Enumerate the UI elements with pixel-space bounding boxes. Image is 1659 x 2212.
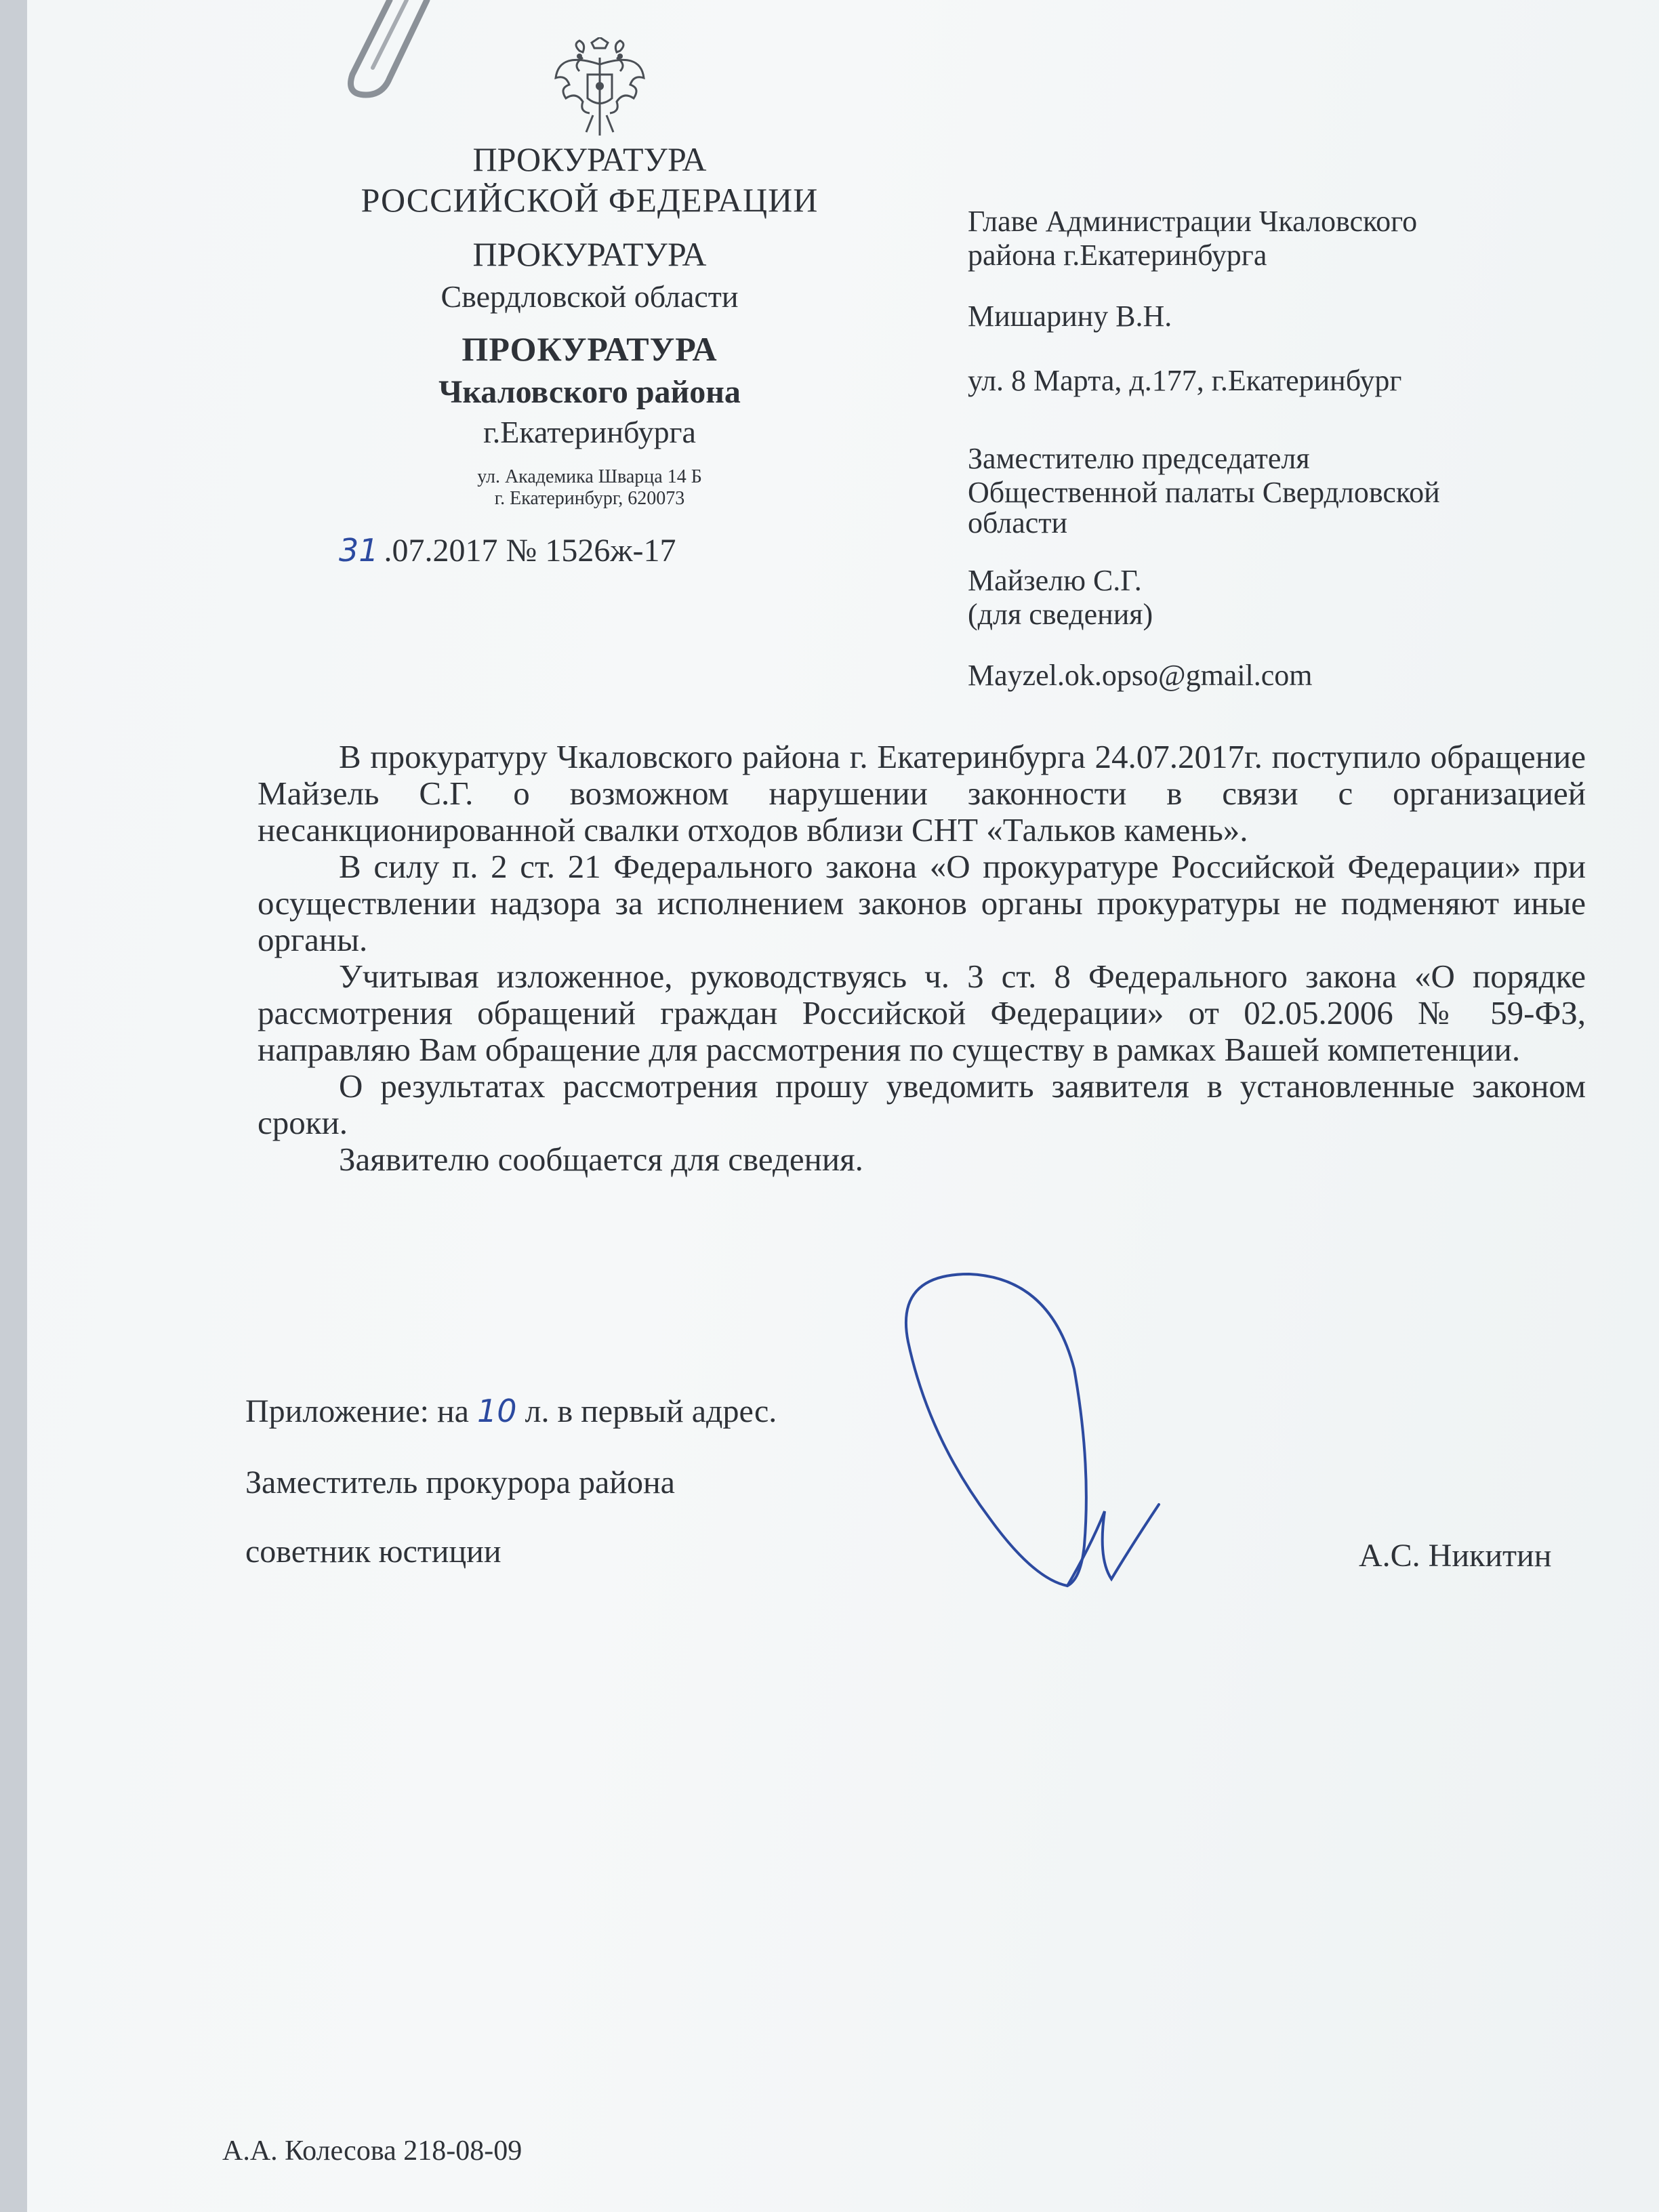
addressee-name: Мишарину В.Н. — [968, 300, 1172, 333]
body-paragraph: Учитывая изложенное, руководствуясь ч. 3 ст. 8 Федерального закона «О порядке рассмотрения обращений граждан Российской Федерации» от 02.05.2006 № 59-ФЗ, направляю Вам обращение для рассмотрения по существу в рамках Вашей компетенции. — [258, 958, 1586, 1068]
header-line: Свердловской области — [441, 279, 739, 314]
document-number-text: .07.2017 № 1526ж-17 — [384, 533, 676, 569]
attachment-suffix: л. в первый адрес. — [525, 1393, 777, 1429]
addressee-line: Заместителю председателя — [968, 442, 1310, 475]
document-page — [27, 0, 1659, 2212]
body-paragraph: Заявителю сообщается для сведения. — [339, 1141, 863, 1178]
handwritten-signature — [888, 1261, 1240, 1613]
header-line: ПРОКУРАТУРА — [462, 330, 718, 368]
paperclip-icon — [325, 0, 447, 102]
addressee-line: района г.Екатеринбурга — [968, 239, 1267, 272]
russian-coat-of-arms-icon — [552, 37, 647, 139]
body-paragraph: О результатах рассмотрения прошу уведомить заявителя в установленные законом сроки. — [258, 1067, 1586, 1141]
addressee-name: Майзелю С.Г. — [968, 564, 1142, 597]
attachment-line — [245, 1393, 777, 1430]
addressee-address: ул. 8 Марта, д.177, г.Екатеринбург — [968, 364, 1402, 397]
signer-rank: советник юстиции — [245, 1534, 501, 1570]
handwritten-day: 31 — [339, 532, 379, 569]
addressee-line: области — [968, 506, 1068, 539]
header-address: ул. Академика Шварца 14 Б — [477, 466, 702, 487]
document-number — [339, 532, 676, 569]
header-address: г. Екатеринбург, 620073 — [494, 488, 685, 509]
signer-name: А.С. Никитин — [1359, 1538, 1552, 1574]
header-line: ПРОКУРАТУРА — [472, 140, 707, 178]
header-line: ПРОКУРАТУРА — [472, 235, 707, 273]
header-line: РОССИЙСКОЙ ФЕДЕРАЦИИ — [361, 181, 819, 219]
addressee-note: (для сведения) — [968, 598, 1153, 631]
addressee-email: Mayzel.ok.opso@gmail.com — [968, 659, 1313, 692]
letter-body — [258, 739, 1586, 1178]
handwritten-sheet-count: 10 — [476, 1393, 517, 1429]
body-paragraph: В силу п. 2 ст. 21 Федерального закона «О прокуратуре Российской Федерации» при осуществлении надзора за исполнением законов органы прокуратуры не подменяют иные органы. — [258, 848, 1586, 958]
executor-contact: А.А. Колесова 218-08-09 — [222, 2135, 523, 2167]
addressee-line: Общественной палаты Свердловской — [968, 476, 1440, 509]
body-paragraph: В прокуратуру Чкаловского района г. Екатеринбурга 24.07.2017г. поступило обращение Майзель С.Г. о возможном нарушении законности в связи с организацией несанкционированной свалки отходов вблизи СНТ «Тальков камень». — [258, 738, 1586, 848]
header-line: г.Екатеринбурга — [483, 415, 696, 449]
signer-position: Заместитель прокурора района — [245, 1465, 675, 1500]
addressee-line: Главе Администрации Чкаловского — [968, 205, 1418, 238]
attachment-prefix: Приложение: на — [245, 1393, 469, 1429]
header-line: Чкаловского района — [438, 374, 741, 410]
